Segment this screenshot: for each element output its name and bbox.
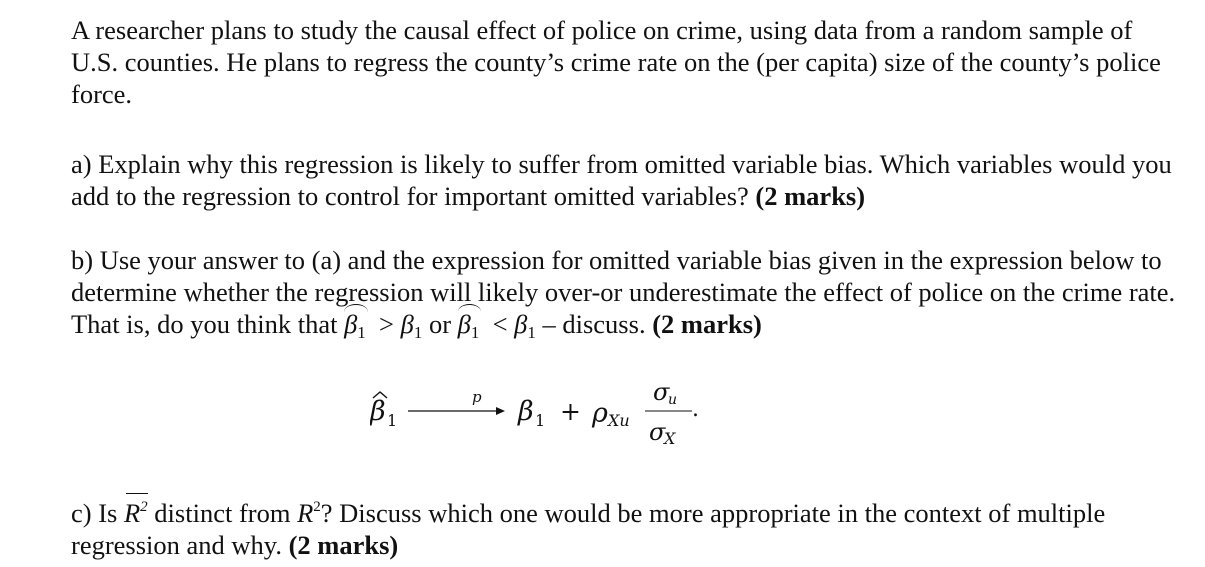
formula-lhs-sub: 1 — [387, 411, 398, 430]
formula-period: . — [692, 397, 699, 422]
less-than-sign: < — [492, 309, 508, 339]
part-c-text-1: c) Is — [71, 498, 118, 528]
beta-1: $\beta_1$ — [400, 309, 423, 342]
part-a-text: a) Explain why this regression is likely to suffer from omitted variable bias. Which variables would you add to the regression to control for important omitted variables? — [71, 149, 1172, 211]
part-c-paragraph — [71, 491, 1181, 561]
r-squared: $R^2$ — [297, 498, 321, 528]
part-b-marks: (2 marks) — [652, 309, 762, 339]
formula-rho-sub: Xu — [608, 411, 630, 430]
beta-2: $\beta_1$ — [514, 309, 536, 342]
part-c-text-3: ? Discuss which one would be more appropriate in the context of multiple regression and why. — [71, 498, 1106, 560]
question-document — [71, 14, 1181, 349]
or-word: or — [428, 309, 452, 339]
formula-plus: + — [560, 397, 581, 426]
discuss-text: – discuss. — [542, 309, 646, 339]
intro-paragraph — [71, 14, 1181, 110]
part-b-paragraph — [71, 244, 1181, 349]
part-c-marks: (2 marks) — [288, 530, 399, 560]
beta-hat-2: $\beta_1$ — [458, 308, 480, 349]
greater-than-sign: > — [379, 309, 394, 339]
part-a-paragraph — [71, 148, 1181, 212]
formula-rho: ρ — [592, 398, 608, 429]
formula-rhs-beta: β — [518, 396, 534, 427]
formula-lhs-beta: β — [370, 396, 386, 427]
part-b-text: b) Use your answer to (a) and the expression for omitted variable bias given in the expression below to determine whether the regression will likely over-or underestimate the effect of police on the crime rate. That is, do you think that — [71, 245, 1176, 339]
beta-hat-1: $\beta_1$ — [344, 308, 366, 349]
omitted-variable-bias-formula — [370, 380, 730, 450]
intro-text: A researcher plans to study the causal effect of police on crime, using data from a random sample of U.S. counties. He plans to regress the county’s crime rate on the (per capita) size of the county’s police force. — [71, 15, 1161, 109]
formula-denominator-sigma: σ — [649, 418, 666, 446]
formula-arrow-head — [496, 407, 505, 415]
r-bar-squared: $R^2$ — [124, 491, 148, 529]
formula-arrow-label: p — [472, 388, 482, 406]
part-a-marks: (2 marks) — [755, 181, 866, 211]
part-c-text-2: distinct from — [154, 498, 291, 528]
formula-denominator-sub: X — [664, 429, 676, 448]
formula-numerator-sigma: σ — [653, 380, 670, 406]
formula-rhs-sub: 1 — [535, 411, 546, 430]
formula-numerator-sub: u — [668, 392, 678, 408]
